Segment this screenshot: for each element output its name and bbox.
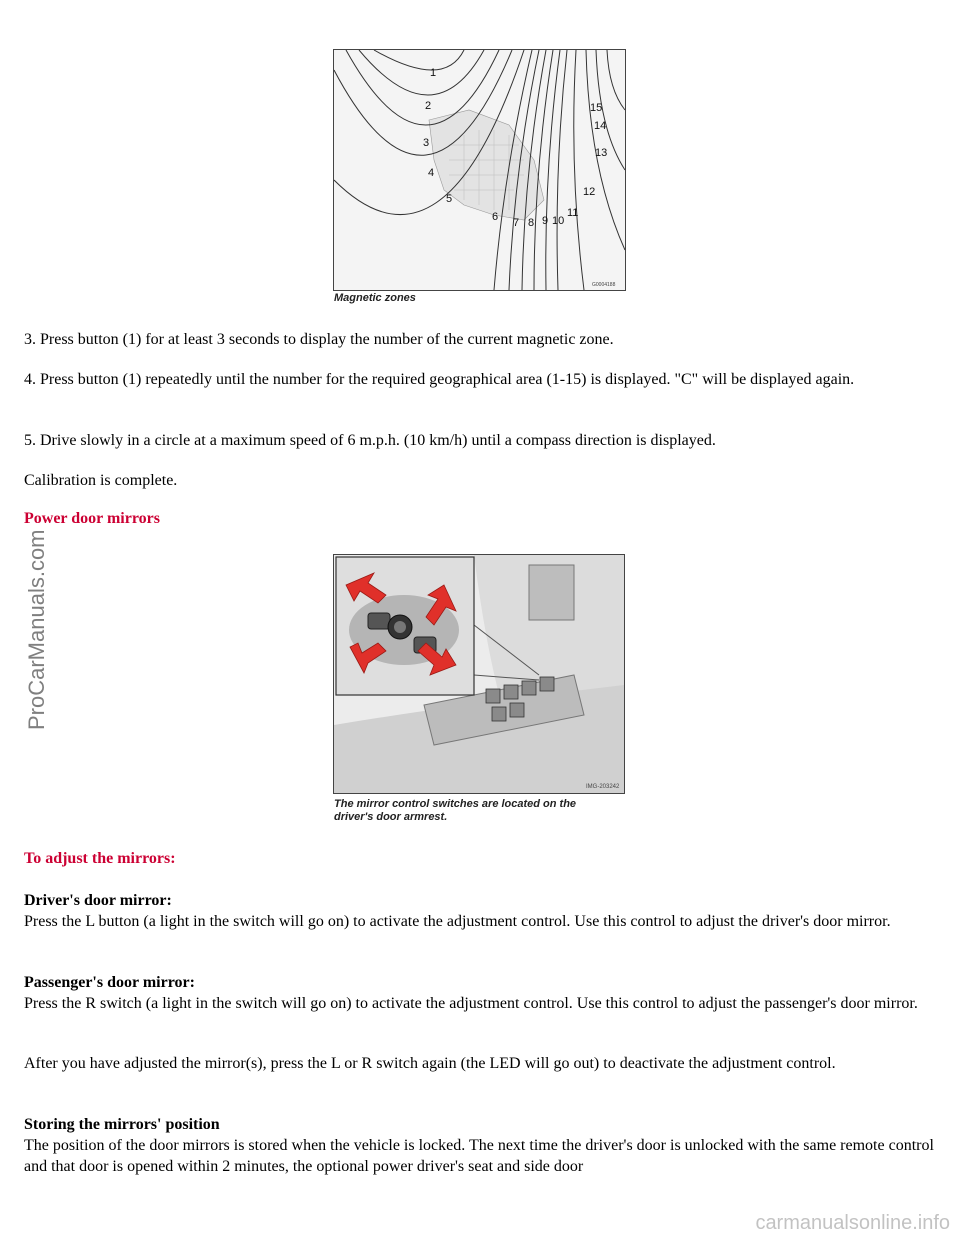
mirror-switch-illustration: [334, 555, 624, 793]
storing-position-block: [24, 1114, 936, 1177]
zone-label-1: 1: [430, 67, 437, 79]
mirror-caption-line-2: driver's door armrest.: [334, 811, 448, 823]
mirror-figure-code: IMG-203242: [586, 784, 620, 790]
storing-position-label: Storing the mirrors' position: [24, 1116, 220, 1133]
mirror-switch-figure: [333, 554, 625, 794]
magnetic-zones-caption: Magnetic zones: [334, 292, 416, 304]
storing-position-text: The position of the door mirrors is stored when the vehicle is locked. The next time the driver's door is unlocked with the same remote control and that door is opened within 2 minutes, the optional power driver's seat and side door: [24, 1137, 934, 1175]
zone-label-6: 6: [492, 211, 499, 223]
after-adjust-text: After you have adjusted the mirror(s), press the L or R switch again (the LED will go out) to deactivate the adjustment control.: [24, 1055, 836, 1072]
driver-mirror-text: Press the L button (a light in the switch will go on) to activate the adjustment control. Use this control to adjust the driver's door mirror.: [24, 913, 891, 930]
magnetic-figure-code: G0004188: [592, 282, 616, 288]
driver-mirror-label: Driver's door mirror:: [24, 892, 172, 909]
driver-mirror-block: [24, 890, 936, 932]
zone-label-5: 5: [446, 193, 453, 205]
zone-label-4: 4: [428, 167, 435, 179]
calibration-complete-text: Calibration is complete.: [24, 472, 178, 489]
step-3-text: 3. Press button (1) for at least 3 seconds to display the number of the current magnetic zone.: [24, 331, 614, 348]
magnetic-zones-figure: [333, 49, 626, 291]
power-door-mirrors-heading: Power door mirrors: [24, 510, 160, 527]
zone-label-8: 8: [528, 217, 535, 229]
zone-label-2: 2: [425, 100, 432, 112]
bottom-watermark: carmanualsonline.info: [755, 1212, 950, 1234]
passenger-mirror-block: [24, 972, 936, 1014]
zone-label-7: 7: [513, 217, 520, 229]
adjust-mirrors-subheading: To adjust the mirrors:: [24, 850, 176, 867]
zone-label-12: 12: [583, 186, 596, 198]
step-4-text: 4. Press button (1) repeatedly until the number for the required geographical area (1-15) is displayed. "C" will be displayed again.: [24, 371, 855, 388]
side-watermark: ProCarManuals.com: [24, 529, 49, 730]
magnetic-zones-map: [334, 50, 625, 290]
zone-label-13: 13: [595, 147, 608, 159]
passenger-mirror-text: Press the R switch (a light in the switch will go on) to activate the adjustment control. Use this control to adjust the passenger's door mirror.: [24, 995, 918, 1012]
passenger-mirror-label: Passenger's door mirror:: [24, 974, 195, 991]
zone-label-10: 10: [552, 215, 565, 227]
zone-label-15: 15: [590, 102, 603, 114]
zone-label-11: 11: [567, 207, 579, 219]
mirror-switch-caption: [334, 798, 576, 824]
zone-label-9: 9: [542, 215, 549, 227]
zone-label-14: 14: [594, 120, 607, 132]
zone-label-3: 3: [423, 137, 430, 149]
step-5-text: 5. Drive slowly in a circle at a maximum speed of 6 m.p.h. (10 km/h) until a compass direction is displayed.: [24, 432, 716, 449]
mirror-caption-line-1: The mirror control switches are located on the: [334, 798, 577, 810]
